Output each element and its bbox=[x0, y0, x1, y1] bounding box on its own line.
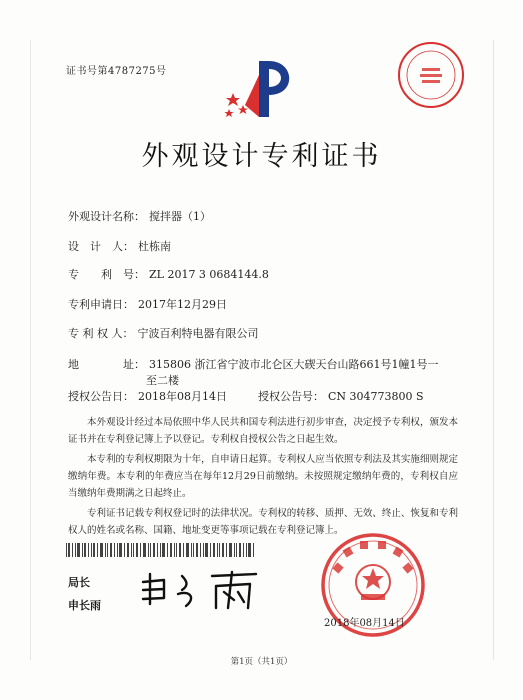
design-name-label: 外观设计名称： bbox=[68, 210, 145, 223]
bureau-director-name: 申长雨 bbox=[68, 599, 101, 612]
filing-date-field bbox=[68, 296, 227, 312]
patent-number-value: ZL 2017 3 0684144.8 bbox=[149, 268, 269, 281]
filing-date-value: 2017年12月29日 bbox=[138, 298, 227, 311]
designer-value: 杜栋南 bbox=[138, 240, 171, 253]
seal-date: 2018年08月14日 bbox=[324, 618, 405, 629]
designer-field bbox=[68, 238, 171, 254]
body-paragraph-1 bbox=[68, 414, 458, 448]
grant-number-value: CN 304773800 S bbox=[328, 390, 424, 403]
patent-office-logo bbox=[215, 55, 305, 125]
director-signature bbox=[138, 564, 268, 614]
body-paragraph-3-text: 专利证书记载专利权登记时的法律状况。专利权的转移、质押、无效、终止、恢复和专利权人的姓名或名称、国籍、地址变更等事项记载在专利登记簿上。 bbox=[68, 508, 458, 536]
grant-date-label: 授权公告日： bbox=[68, 390, 134, 403]
address-value: 315806 浙江省宁波市北仑区大碶天台山路661号1幢1号一 bbox=[149, 358, 439, 371]
grant-number-field bbox=[258, 388, 424, 404]
body-paragraph-2 bbox=[68, 451, 458, 502]
grant-number-label: 授权公告号： bbox=[258, 390, 324, 403]
page-footer: 第1页（共1页） bbox=[230, 657, 293, 667]
patentee-label: 专 利 权 人： bbox=[68, 327, 134, 340]
certificate-title: 外观设计专利证书 bbox=[141, 141, 382, 172]
grant-date-field bbox=[68, 388, 227, 404]
filing-date-label: 专利申请日： bbox=[68, 298, 134, 311]
patent-number-label: 专 利 号： bbox=[68, 268, 145, 281]
office-seal-stamp bbox=[396, 40, 466, 110]
bureau-director-title: 局长 bbox=[68, 576, 90, 589]
body-paragraph-1-text: 本外观设计经过本局依照中华人民共和国专利法进行初步审查，决定授予专利权，颁发本证书并在专利登记簿上予以登记。专利权自授权公告之日起生效。 bbox=[68, 417, 458, 445]
page-border-right bbox=[493, 40, 494, 660]
address-field bbox=[68, 356, 438, 372]
address-label: 地 址： bbox=[68, 358, 145, 371]
design-name-value: 搅拌器（1） bbox=[149, 210, 211, 223]
page-border-left bbox=[30, 40, 31, 660]
patent-number-field bbox=[68, 266, 269, 282]
patentee-field bbox=[68, 325, 259, 341]
design-name-field bbox=[68, 208, 211, 224]
body-paragraph-2-text: 本专利的专利权期限为十年，自申请日起算。专利权人应当依照专利法及其实施细则规定缴纳年费。本专利的年费应当在每年12月29日前缴纳。未按照规定缴纳年费的，专利权自应当缴纳年费期满之日起终止。 bbox=[68, 454, 458, 499]
grant-date-value: 2018年08月14日 bbox=[138, 390, 227, 403]
designer-label: 设 计 人： bbox=[68, 240, 134, 253]
address-value-line2: 至二楼 bbox=[146, 374, 179, 387]
patentee-value: 宁波百利特电器有限公司 bbox=[137, 327, 259, 340]
certificate-number: 证书号第4787275号 bbox=[66, 66, 167, 77]
barcode bbox=[66, 543, 256, 557]
